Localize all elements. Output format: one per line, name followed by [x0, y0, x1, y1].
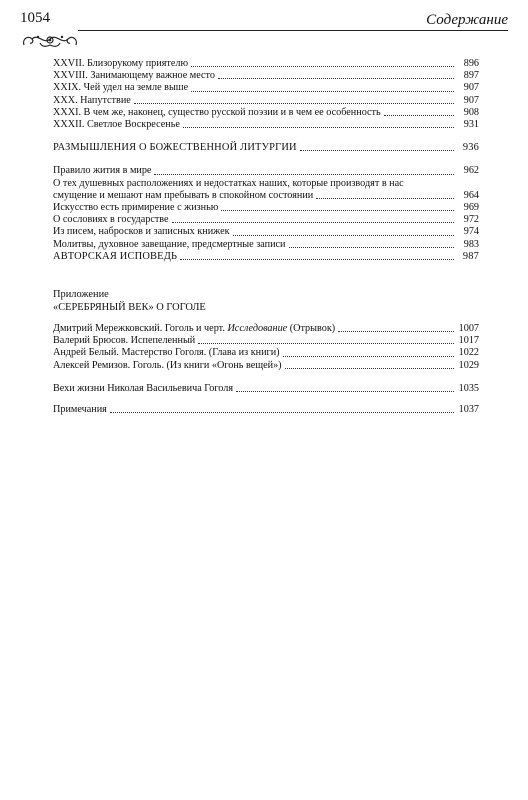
floral-ornament-icon [20, 31, 80, 49]
toc-entry-title: Примечания [53, 404, 107, 416]
toc-entry[interactable] [53, 360, 479, 372]
toc-entry[interactable] [53, 214, 479, 226]
toc-entry-title: XXXII. Светлое Воскресенье [53, 119, 180, 131]
toc-entry-title: Искусство есть примирение с жизнью [53, 202, 219, 214]
dot-leader [221, 210, 454, 211]
running-title: Содержание [426, 12, 508, 28]
toc-entry-page: 962 [463, 165, 479, 177]
dot-leader [110, 412, 454, 413]
dot-leader [198, 343, 454, 344]
page-header [20, 10, 508, 52]
toc-entry-title: XXVIII. Занимающему важное место [53, 70, 215, 82]
toc-entry-title: Андрей Белый. Мастерство Гоголя. (Глава из книги) [53, 347, 280, 359]
toc-entry[interactable] [53, 226, 479, 238]
toc-entry-page: 907 [463, 82, 479, 94]
toc-entry[interactable] [53, 178, 479, 202]
toc-entry[interactable] [53, 58, 479, 70]
toc-entry-page: 1022 [458, 347, 479, 359]
toc-entry-page: 907 [463, 94, 479, 106]
toc-entry[interactable] [53, 383, 479, 395]
dot-leader [134, 103, 454, 104]
toc-entry[interactable] [53, 70, 479, 82]
toc-section-title: АВТОРСКАЯ ИСПОВЕДЬ [53, 250, 178, 262]
toc-entry-title: О сословиях в государстве [53, 214, 169, 226]
dot-leader [233, 235, 454, 236]
toc-entry-page: 1029 [458, 359, 479, 371]
page-number: 1054 [20, 10, 50, 26]
toc-entry-title: Из писем, набросков и записных книжек [53, 226, 230, 238]
italic-title: Исследование [227, 323, 288, 335]
dot-leader [236, 391, 454, 392]
toc-entry-page: 896 [463, 58, 479, 69]
dot-leader [300, 150, 454, 151]
toc-entry[interactable] [53, 239, 479, 251]
dot-leader [289, 247, 454, 248]
toc-entry-title: Валерий Брюсов. Испепеленный [53, 335, 196, 347]
table-of-contents [53, 58, 479, 416]
toc-entry[interactable] [53, 82, 479, 94]
dot-leader [183, 127, 454, 128]
dot-leader [283, 356, 454, 357]
dot-leader [191, 91, 454, 92]
toc-entry-title-line2: смущение и мешают нам пребывать в спокойном состоянии [53, 189, 314, 201]
dot-leader [285, 368, 454, 369]
dot-leader [218, 78, 454, 79]
toc-entry[interactable] [53, 202, 479, 214]
appendix-label: Приложение [53, 289, 109, 301]
toc-entry[interactable] [53, 107, 479, 119]
toc-entry-page: 908 [463, 106, 479, 118]
dot-leader [316, 198, 454, 199]
toc-entry-title: Вехи жизни Николая Васильевича Гоголя [53, 382, 234, 394]
toc-entry-page: 969 [463, 202, 479, 214]
toc-entry[interactable] [53, 95, 479, 107]
toc-entry[interactable] [53, 335, 479, 347]
toc-entry-page: 1017 [458, 335, 479, 347]
appendix-title: «СЕРЕБРЯНЫЙ ВЕК» О ГОГОЛЕ [53, 301, 206, 313]
toc-section-page: 987 [462, 250, 479, 262]
dot-leader [154, 174, 454, 175]
header-rule [78, 30, 508, 31]
toc-entry-title: XXIX. Чей удел на земле выше [53, 82, 189, 94]
dot-leader [338, 331, 454, 332]
toc-entry-title: XXXI. В чем же, наконец, существо русской поэзии и в чем ее особенность [53, 106, 381, 118]
toc-entry-page: 1035 [458, 382, 479, 394]
toc-entry-title: Правило жития в мире [53, 165, 152, 177]
toc-section-page: 936 [462, 142, 479, 154]
toc-entry-page: 964 [463, 189, 479, 201]
toc-section[interactable] [53, 142, 479, 154]
toc-entry-page: 972 [463, 214, 479, 226]
toc-entry-title: XXVII. Близорукому приятелю [53, 58, 189, 69]
dot-leader [180, 259, 454, 260]
toc-entry[interactable] [53, 404, 479, 416]
toc-entry-page: 1007 [458, 323, 479, 335]
toc-entry[interactable] [53, 119, 479, 131]
toc-entry-page: 931 [463, 119, 479, 131]
toc-entry-title: XXX. Напутствие [53, 94, 131, 106]
toc-entry[interactable] [53, 323, 479, 335]
toc-entry-page: 1037 [458, 404, 479, 416]
toc-section-title: РАЗМЫШЛЕНИЯ О БОЖЕСТВЕННОЙ ЛИТУРГИИ [53, 142, 297, 154]
toc-section[interactable] [53, 251, 479, 263]
toc-entry-page: 974 [463, 226, 479, 238]
toc-entry-title: Дмитрий Мережковский. Гоголь и черт. Исследование (Отрывок) [53, 323, 336, 335]
toc-entry-title: Молитвы, духовное завещание, предсмертные записи [53, 238, 286, 250]
toc-entry-page: 897 [463, 70, 479, 82]
toc-entry-title: Алексей Ремизов. Гоголь. (Из книги «Огонь вещей») [53, 359, 282, 371]
dot-leader [191, 66, 454, 67]
toc-entry[interactable] [53, 165, 479, 177]
toc-entry-title-line1: О тех душевных расположениях и недостатках наших, которые производят в нас [53, 177, 404, 189]
toc-entry[interactable] [53, 347, 479, 359]
dot-leader [172, 222, 454, 223]
toc-entry-page: 983 [463, 238, 479, 250]
dot-leader [384, 115, 454, 116]
